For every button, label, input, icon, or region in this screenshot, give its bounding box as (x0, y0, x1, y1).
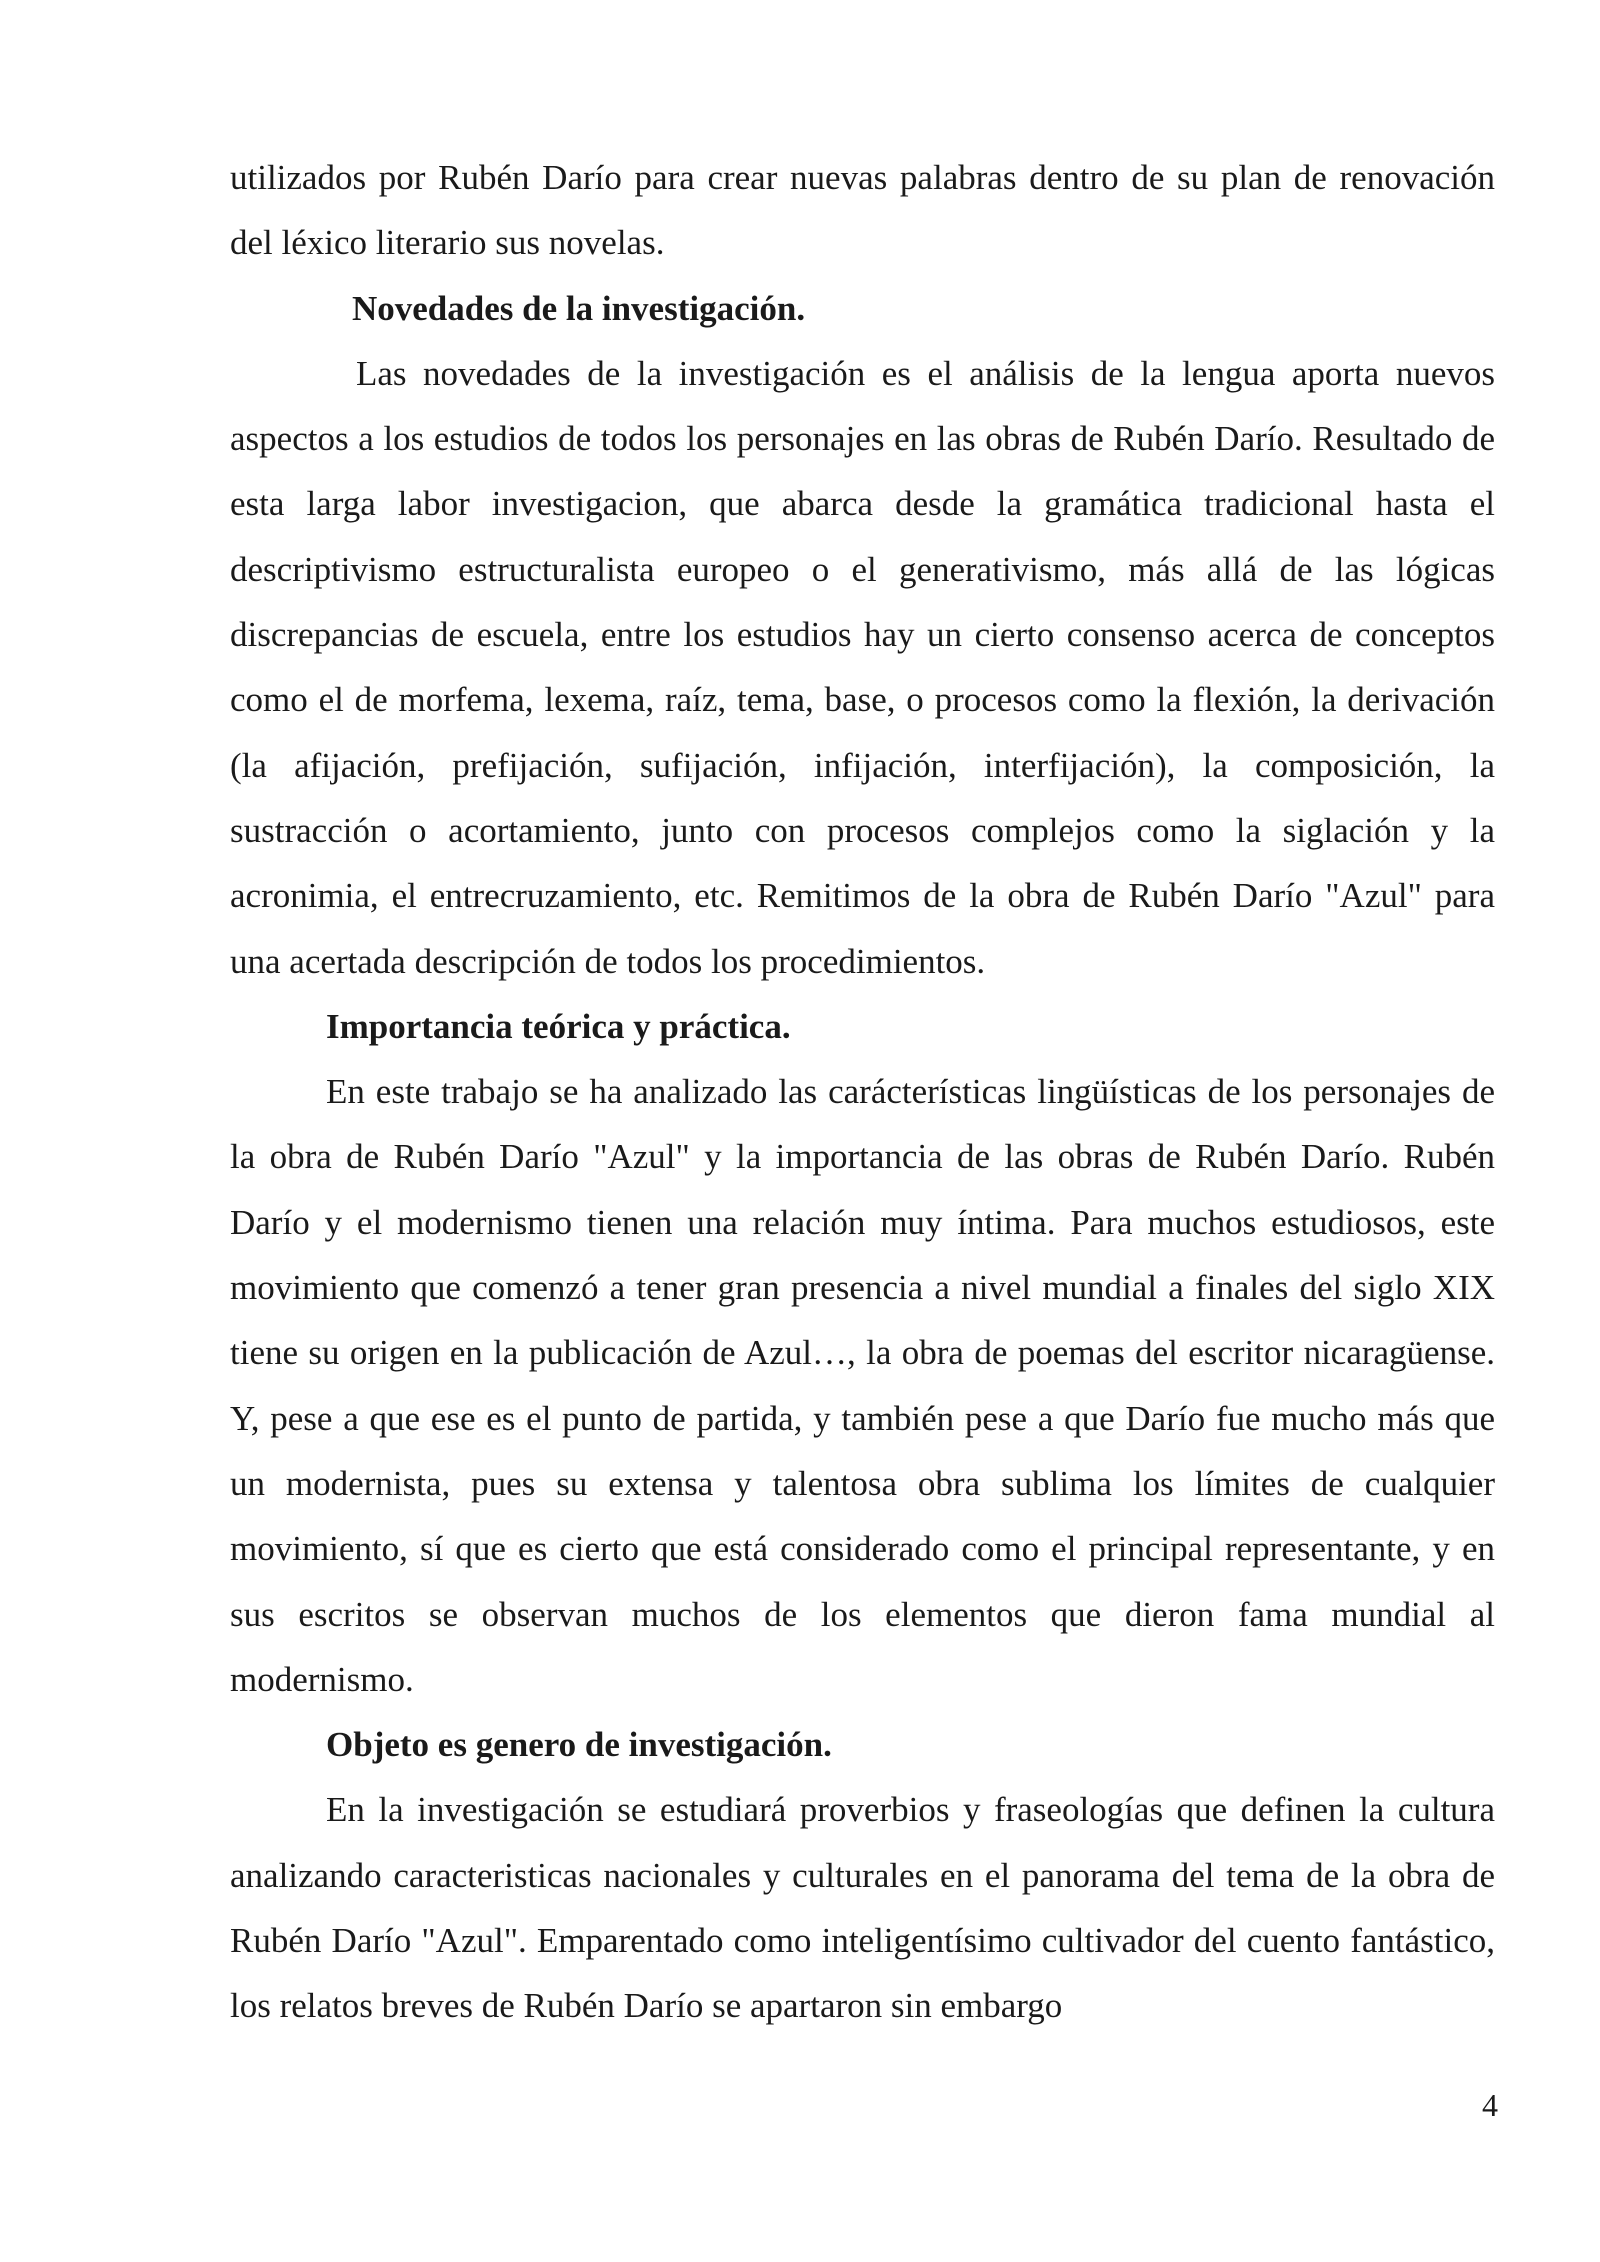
heading-importancia: Importancia teórica y práctica. (326, 1006, 791, 1046)
heading-novedades (230, 276, 1495, 341)
heading-objeto: Objeto es genero de investigación. (326, 1725, 832, 1765)
paragraph-objeto: En la investigación se estudiará proverbios y fraseologías que definen la cultura analizando caracteristicas nacionales y culturales en el panorama del tema de la obra de Rubén Darío "Azul". Emparentado como inteligentísimo cultivador del cuento fantástico, los relatos breves de Rubén Darío se apartaron sin embargo (230, 1790, 1495, 2026)
body-text (230, 145, 1495, 2039)
paragraph-importancia: En este trabajo se ha analizado las carácterísticas lingüísticas de los personajes de la obra de Rubén Darío "Azul" y la importancia de las obras de Rubén Darío. Rubén Darío y el modernismo tienen una relación muy íntima. Para muchos estudiosos, este movimiento que comenzó a tener gran presencia a nivel mundial a finales del siglo XIX tiene su origen en la publicación de Azul…, la obra de poemas del escritor nicaragüense. Y, pese a que ese es el punto de partida, y también pese a que Darío fue mucho más que un modernista, pues su extensa y talentosa obra sublima los límites de cualquier movimiento, sí que es cierto que está considerado como el principal representante, y en sus escritos se observan muchos de los elementos que dieron fama mundial al modernismo. (230, 1072, 1495, 1699)
paragraph-novedades: Las novedades de la investigación es el análisis de la lengua aporta nuevos aspectos a los estudios de todos los personajes en las obras de Rubén Darío. Resultado de esta larga labor investigacion, que abarca desde la gramática tradicional hasta el descriptivismo estructuralista europeo o el generativismo, más allá de las lógicas discrepancias de escuela, entre los estudios hay un cierto consenso acerca de conceptos como el de morfema, lexema, raíz, tema, base, o procesos como la flexión, la derivación (la afijación, prefijación, sufijación, infijación, interfijación), la composición, la sustracción o acortamiento, junto con procesos complejos como la siglación y la acronimia, el entrecruzamiento, etc. Remitimos de la obra de Rubén Darío "Azul" para una acertada descripción de todos los procedimientos. (230, 353, 1495, 981)
page-number: 4 (1482, 2087, 1498, 2123)
heading-novedades-text: Novedades de la investigación (352, 288, 797, 328)
paragraph-intro-continuation: utilizados por Rubén Darío para crear nuevas palabras dentro de su plan de renovación del léxico literario sus novelas. (230, 158, 1495, 263)
heading-novedades-period: . (796, 288, 806, 328)
